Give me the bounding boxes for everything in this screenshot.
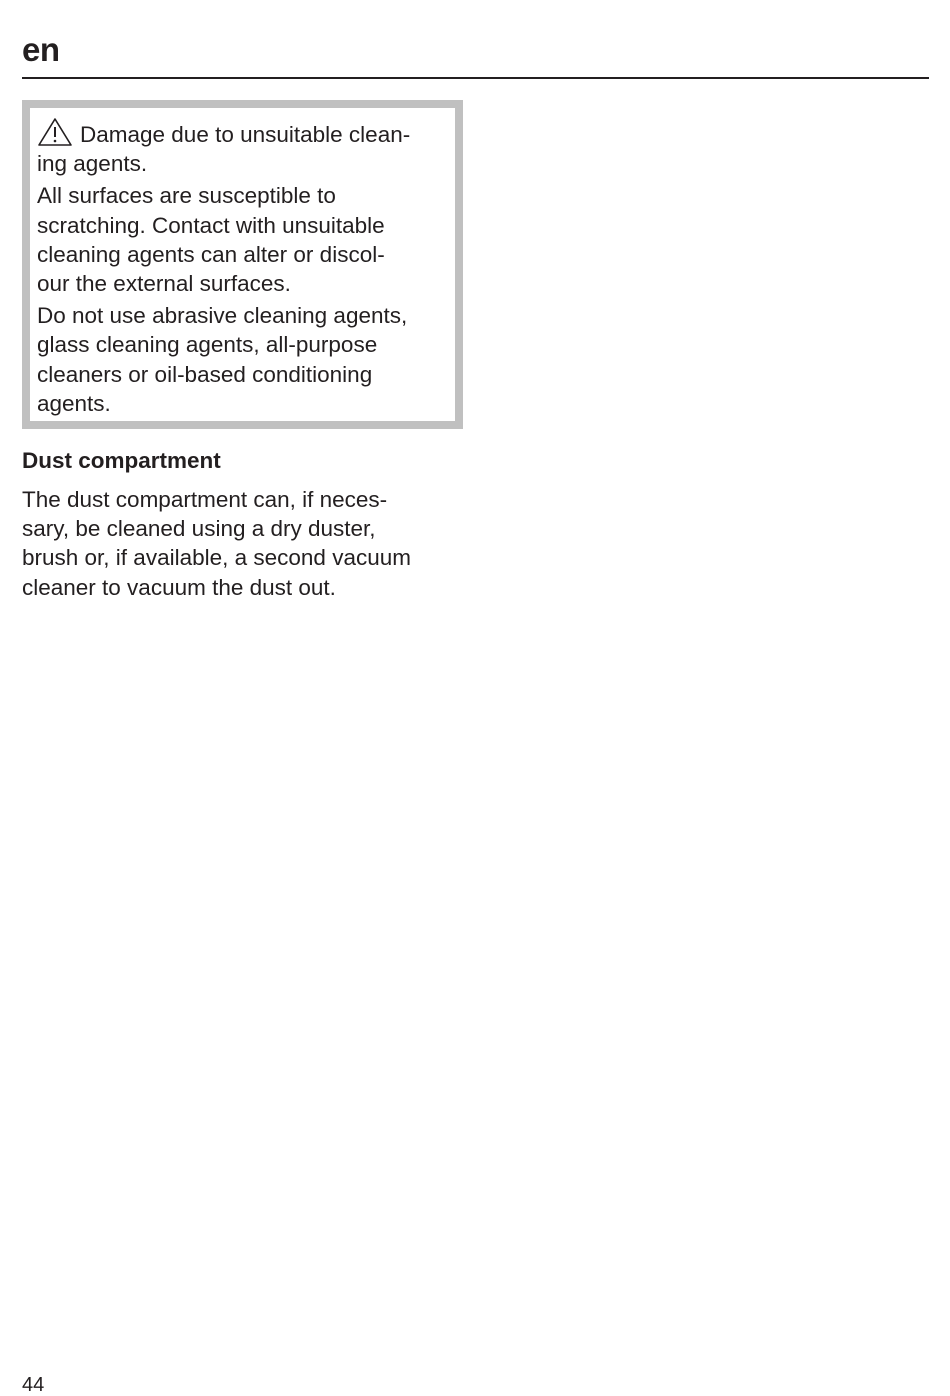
warning-notice-box bbox=[22, 100, 463, 429]
warning-p1-line-3: cleaning agents can alter or discol- bbox=[37, 241, 385, 267]
warning-triangle-icon bbox=[37, 117, 73, 147]
warning-p2-line-3: cleaners or oil-based conditioning bbox=[37, 361, 373, 387]
section-body-line-2: sary, be cleaned using a dry duster, bbox=[22, 516, 376, 542]
warning-p2-line-4: agents. bbox=[37, 390, 111, 416]
section-body-line-3: brush or, if available, a second vacuum bbox=[22, 545, 411, 571]
section-body-line-4: cleaner to vacuum the dust out. bbox=[22, 574, 336, 600]
section-body-line-1: The dust compartment can, if neces- bbox=[22, 487, 388, 512]
section-heading: Dust compartment bbox=[22, 448, 221, 473]
warning-p1-line-1: All surfaces are susceptible to bbox=[37, 183, 336, 209]
warning-title-line-1 bbox=[37, 117, 448, 149]
section-body bbox=[22, 485, 472, 602]
warning-p2-line-2: glass cleaning agents, all-purpose bbox=[37, 332, 378, 358]
warning-title-line-2: ing agents. bbox=[37, 151, 148, 177]
warning-p2-line-1: Do not use abrasive cleaning agents, bbox=[37, 303, 408, 329]
warning-paragraph-2 bbox=[37, 301, 448, 418]
warning-title bbox=[37, 117, 448, 178]
header-divider bbox=[22, 77, 929, 79]
page-number: 44 bbox=[22, 1374, 45, 1396]
warning-paragraph-1 bbox=[37, 181, 448, 298]
warning-p1-line-4: our the external surfaces. bbox=[37, 271, 291, 297]
warning-p1-line-2: scratching. Contact with unsuitable bbox=[37, 212, 385, 238]
warning-title-text-1: Damage due to unsuitable clean- bbox=[80, 122, 411, 147]
language-code: en bbox=[22, 31, 60, 68]
